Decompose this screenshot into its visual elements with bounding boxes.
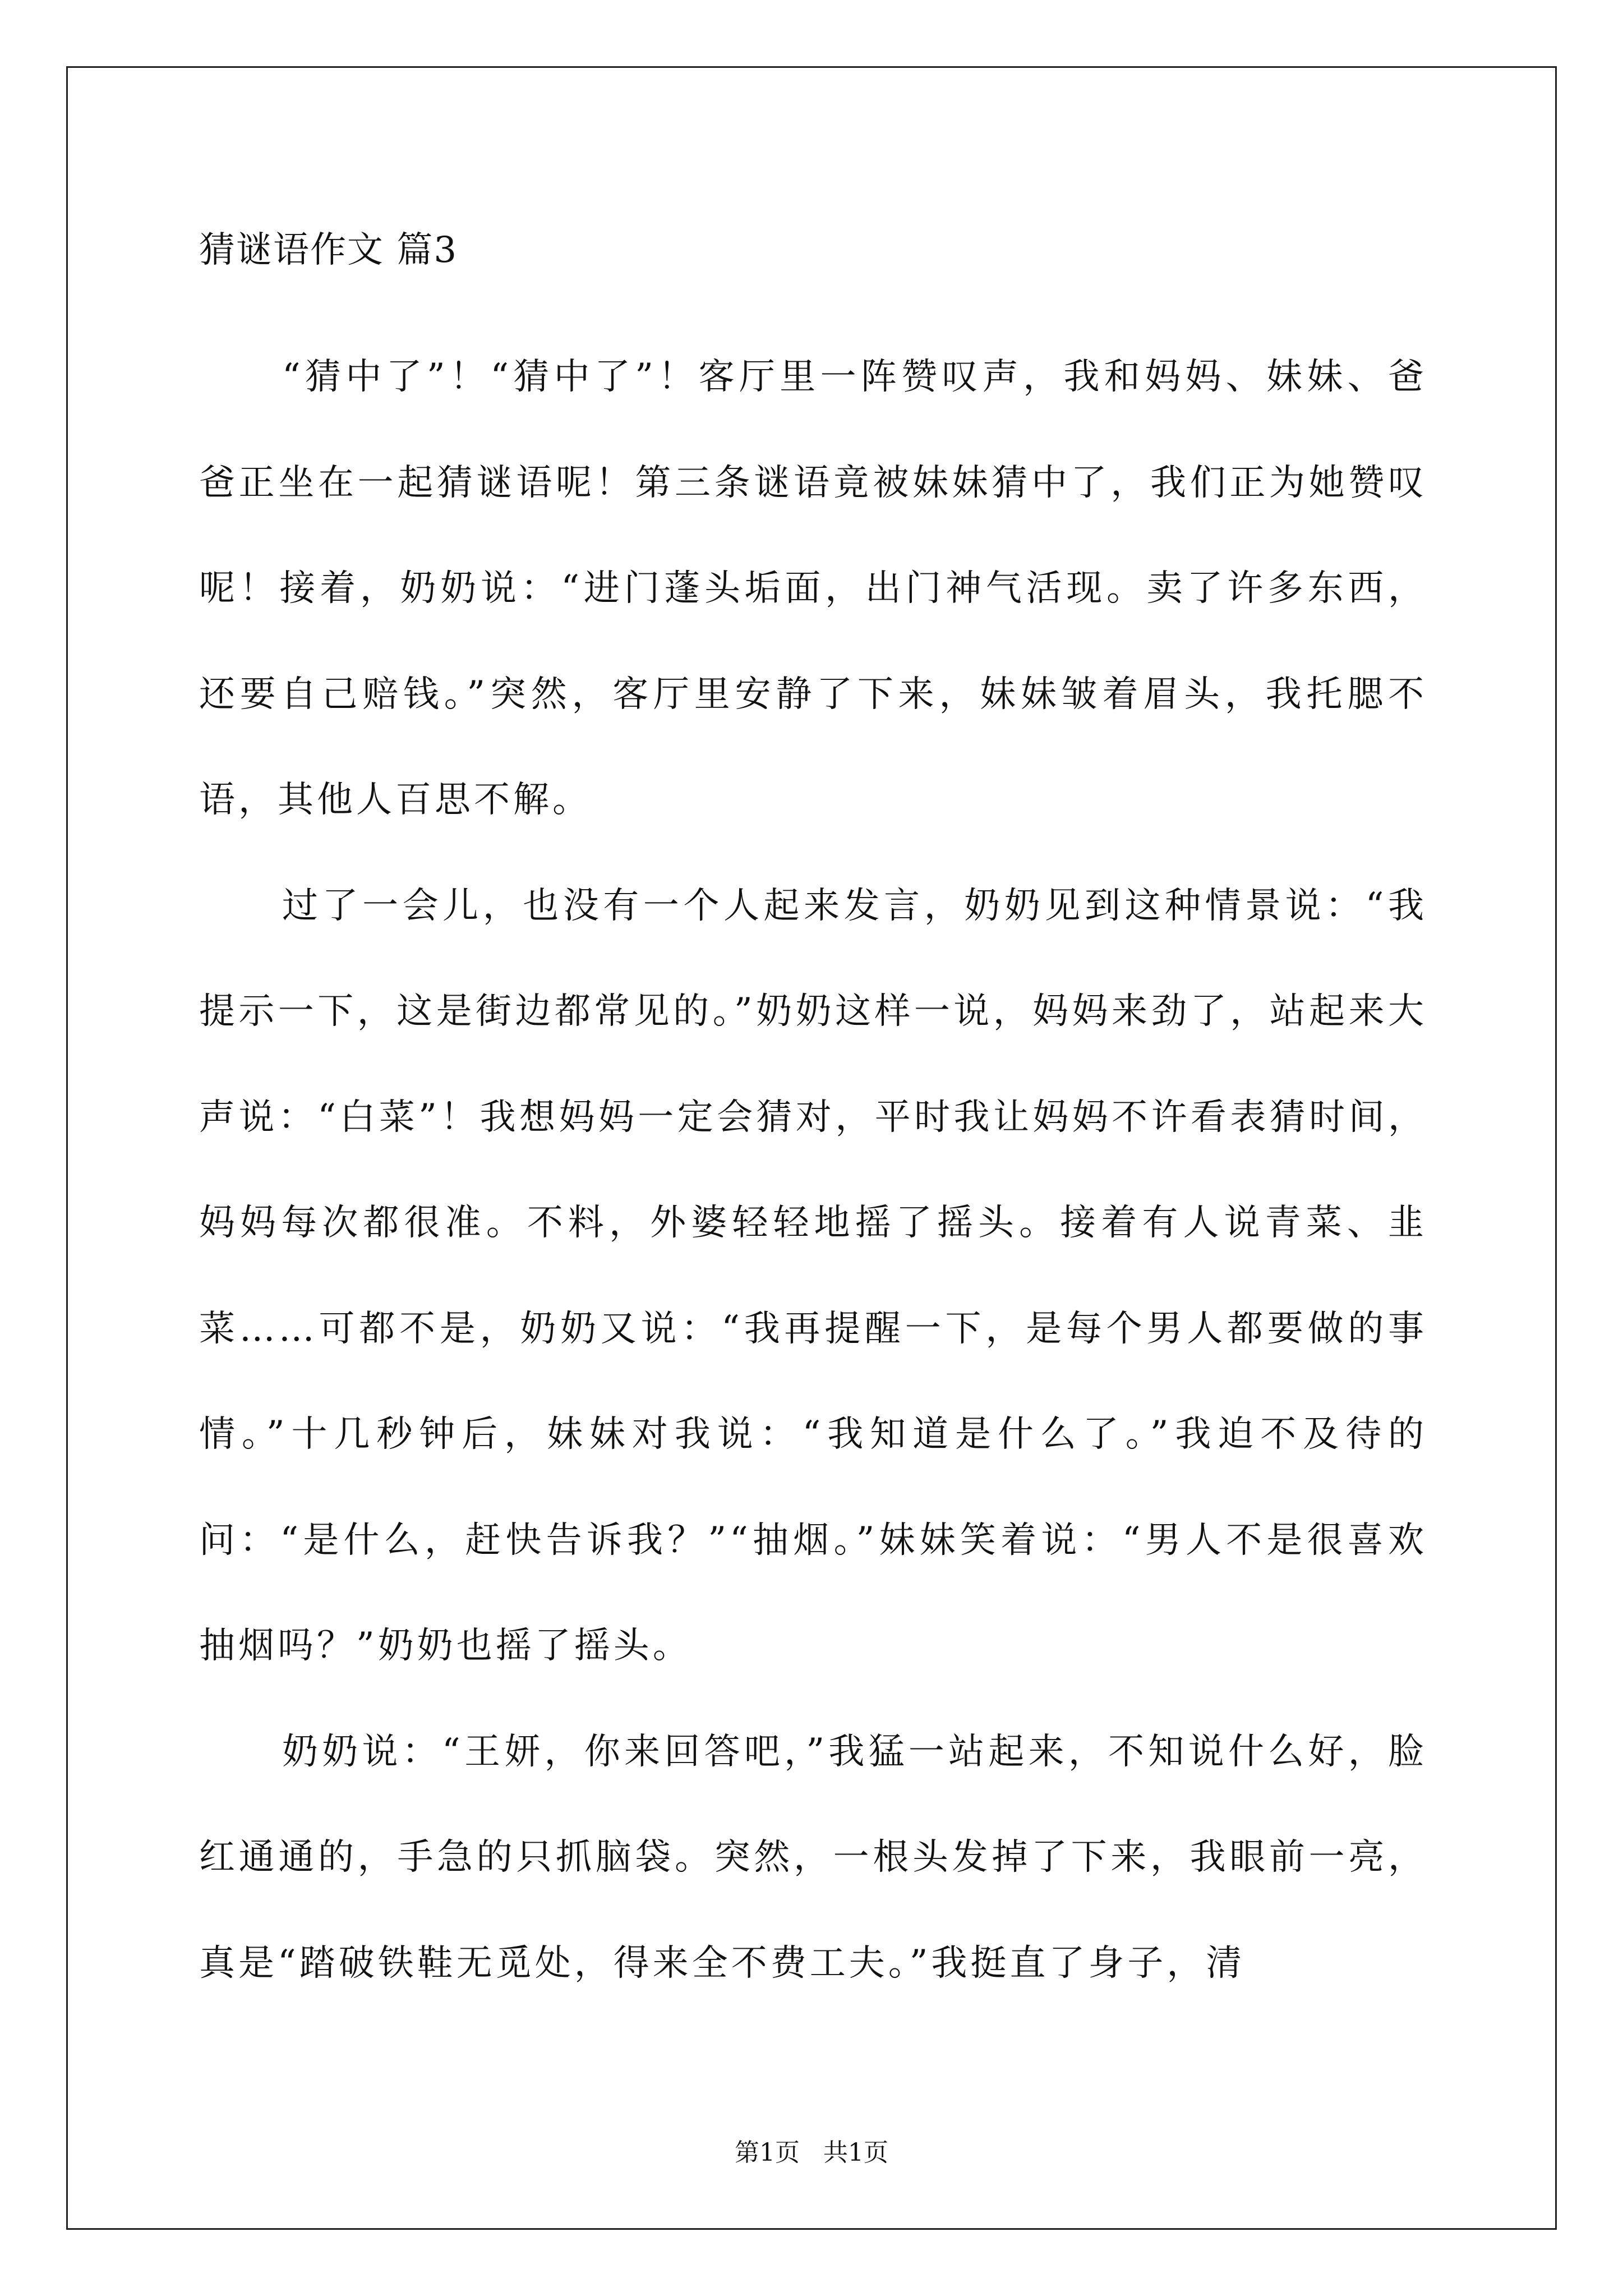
document-body	[199, 324, 1427, 2016]
page-number-footer: 第1页 共1页	[735, 2138, 888, 2167]
paragraph-1: “猜中了”！“猜中了”！客厅里一阵赞叹声，我和妈妈、妹妹、爸爸正坐在一起猜谜语呢！第三条谜语竟被妹妹猜中了，我们正为她赞叹呢！接着，奶奶说：“进门蓬头垢面，出门神气活现。卖了许多东西，还要自己赔钱。”突然，客厅里安静了下来，妹妹皱着眉头，我托腮不语，其他人百思不解。	[199, 356, 1427, 821]
document-title: 猜谜语作文 篇3	[199, 229, 458, 271]
paragraph-3: 奶奶说：“王妍，你来回答吧，”我猛一站起来，不知说什么好，脸红通通的，手急的只抓脑袋。突然，一根头发掉了下来，我眼前一亮，真是“踏破铁鞋无觅处，得来全不费工夫。”我挺直了身子，清	[199, 1731, 1427, 1984]
paragraph-2: 过了一会儿，也没有一个人起来发言，奶奶见到这种情景说：“我提示一下，这是街边都常见的。”奶奶这样一说，妈妈来劲了，站起来大声说：“白菜”！我想妈妈一定会猜对，平时我让妈妈不许看表猜时间，妈妈每次都很准。不料，外婆轻轻地摇了摇头。接着有人说青菜、韭菜……可都不是，奶奶又说：“我再提醒一下，是每个男人都要做的事情。”十几秒钟后，妹妹对我说：“我知道是什么了。”我迫不及待的问：“是什么，赶快告诉我？”“抽烟。”妹妹笑着说：“男人不是很喜欢抽烟吗？”奶奶也摇了摇头。	[199, 885, 1427, 1667]
